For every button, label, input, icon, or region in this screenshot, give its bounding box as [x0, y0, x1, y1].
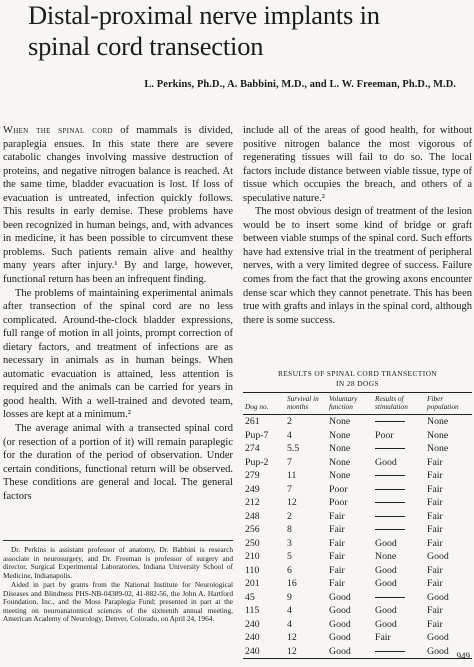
- cell-survival: 2: [287, 510, 292, 522]
- cell-survival: 7: [287, 483, 292, 495]
- right-column: [243, 124, 472, 327]
- cell-dog-no: 248: [245, 510, 260, 522]
- cell-voluntary-function: Poor: [329, 497, 348, 508]
- cell-stimulation: [373, 496, 425, 510]
- cell-dog-no: 115: [245, 605, 260, 616]
- cell-stimulation: [373, 591, 425, 605]
- page-number: 949: [456, 651, 470, 661]
- lead-in-text: When the spinal cord: [3, 125, 113, 136]
- cell-voluntary-function: None: [329, 470, 351, 481]
- cell-survival: 12: [285, 645, 327, 659]
- article-title: [28, 0, 468, 62]
- cell-dog-no: 240: [243, 645, 285, 659]
- cell-dog-no: 212: [245, 497, 260, 508]
- cell-dog-no: 210: [245, 551, 260, 562]
- cell-stimulation: Good: [375, 456, 397, 468]
- cell-survival: 4: [287, 618, 292, 630]
- cell-voluntary-function: Fair: [329, 537, 345, 549]
- table-row: [243, 442, 472, 456]
- cell-stimulation: None: [375, 551, 397, 562]
- table-row: [243, 523, 472, 537]
- table-row: [243, 550, 472, 564]
- cell-survival: 5.5: [287, 443, 300, 454]
- cell-stimulation: Good: [375, 618, 397, 630]
- left-column: [3, 124, 233, 503]
- cell-fiber-population: Fair: [427, 470, 443, 481]
- cell-fiber-population: Good: [425, 645, 472, 659]
- table-row: [243, 618, 472, 632]
- table-title-line-1: RESULTS OF SPINAL CORD TRANSECTION: [277, 369, 438, 378]
- cell-survival: 8: [287, 524, 292, 535]
- cell-stimulation: Good: [375, 564, 397, 576]
- cell-stimulation: Good: [375, 537, 397, 549]
- table-row: [243, 591, 472, 605]
- cell-dog-no: 274: [245, 443, 260, 454]
- cell-survival: 16: [287, 578, 297, 589]
- results-table: [243, 392, 472, 659]
- header-fiber-population: Fiber population: [425, 393, 472, 415]
- cell-voluntary-function: None: [329, 443, 351, 454]
- dash-rule: [375, 448, 405, 449]
- table-row: [243, 577, 472, 591]
- paragraph-average-animal: The average animal with a transected spinal cord (or resection of a portion of it) will remain paraplegic for the duration of the period of observation. Under certain conditions, functional return will be observed. These conditions are general and local. The general factors: [3, 423, 233, 502]
- header-dog-no: Dog no.: [243, 393, 285, 415]
- table-row: [243, 631, 472, 645]
- cell-stimulation: Fair: [375, 632, 391, 643]
- cell-fiber-population: Fair: [427, 524, 443, 535]
- cell-voluntary-function: Fair: [329, 524, 345, 535]
- cell-survival: 2: [287, 416, 292, 427]
- cell-fiber-population: None: [427, 416, 449, 427]
- cell-fiber-population: Fair: [427, 605, 443, 616]
- cell-stimulation: Good: [375, 578, 397, 589]
- cell-dog-no: 250: [245, 537, 260, 549]
- cell-stimulation: [373, 645, 425, 659]
- cell-fiber-population: Fair: [427, 456, 443, 468]
- dash-rule: [375, 516, 405, 517]
- cell-voluntary-function: None: [329, 456, 351, 468]
- cell-fiber-population: Good: [427, 632, 449, 643]
- paragraph-intro: [3, 124, 233, 287]
- cell-survival: 12: [287, 497, 297, 508]
- cell-voluntary-function: Good: [329, 605, 351, 616]
- table-row: [243, 496, 472, 510]
- cell-fiber-population: Good: [427, 591, 449, 603]
- cell-voluntary-function: Fair: [329, 564, 345, 576]
- cell-stimulation: Good: [375, 605, 397, 616]
- table-row: [243, 537, 472, 551]
- table-title-line-2: IN 28 DOGS: [335, 379, 379, 388]
- intro-body-text: of mammals is divided, paraplegia ensues. In this state there are severe catabolic changes involving massive destruction of proteins, and negative nitrogen balance is reached. At the same time, bladder evacuation is lost. If loss of evacuation is untreated, infection quickly follows. This results in early demise. These problems have been recognized in human beings, and, with advances in medicine, it has been possible to circumvent these problems. Such patients remain alive and healthy many years after injury.¹ By and large, however, functional return has been an infrequent finding.: [3, 125, 233, 286]
- paragraph-general-factors: include all of the areas of good health, for without positive nitrogen balance the most vigorous of regenerating tissues will fail to do so. The local factors include distance between viable tissue, type of tissue which occupies the breach, and others of a speculative nature.²: [243, 125, 472, 204]
- header-results-stimulation: Results of stimulation: [373, 393, 425, 415]
- cell-stimulation: [373, 442, 425, 456]
- table-header-row: [243, 393, 472, 415]
- cell-fiber-population: Fair: [427, 497, 443, 508]
- cell-survival: 9: [287, 591, 292, 603]
- paragraph-treatment-design: The most obvious design of treatment of the lesion would be to insert some kind of bridge or graft between viable stumps of the spinal cord. Such efforts have had extensive trial in the treatment of peripheral nerves, with a very limited degree of success. Failure comes from the fact that the growing axons encounter dense scar which they cannot penetrate. This has been true with grafts and inlays in the spinal cord, although there is some success.: [243, 206, 472, 326]
- dash-rule: [375, 597, 405, 598]
- table-row: [243, 510, 472, 524]
- table-row: [243, 645, 472, 659]
- cell-stimulation: [373, 523, 425, 537]
- cell-voluntary-function: Good: [329, 632, 351, 643]
- cell-voluntary-function: None: [329, 416, 351, 427]
- cell-survival: 3: [287, 537, 292, 549]
- table-body: [243, 415, 472, 659]
- cell-fiber-population: Fair: [427, 483, 443, 495]
- title-line-2: spinal cord transection: [28, 31, 264, 61]
- cell-dog-no: 249: [245, 483, 260, 495]
- cell-dog-no: Pup-2: [245, 456, 269, 468]
- footnote-affiliation: Dr. Perkins is assistant professor of anatomy, Dr. Babbini is research associate in neurosurgery, and Dr. Freeman is professor of surgery and director, Surgical Experimental Laboratories, Indiana University School of Medicine, Indianapolis.: [3, 545, 233, 580]
- cell-voluntary-function: Fair: [329, 578, 345, 589]
- table-row: [243, 564, 472, 578]
- dash-rule: [375, 502, 405, 503]
- cell-dog-no: 240: [245, 632, 260, 643]
- cell-survival: 4: [287, 429, 292, 441]
- cell-fiber-population: Fair: [427, 578, 443, 589]
- dash-rule: [375, 489, 405, 490]
- cell-survival: 7: [287, 456, 292, 468]
- cell-fiber-population: None: [427, 429, 449, 441]
- cell-survival: 5: [287, 551, 292, 562]
- cell-survival: 12: [287, 632, 297, 643]
- title-line-1: Distal-proximal nerve implants in: [28, 0, 380, 30]
- table-row: [243, 429, 472, 443]
- cell-survival: 6: [287, 564, 292, 576]
- cell-voluntary-function: Good: [329, 618, 351, 630]
- cell-fiber-population: Fair: [427, 564, 443, 576]
- table-title: [243, 369, 472, 389]
- cell-dog-no: 279: [245, 470, 260, 481]
- cell-stimulation: [373, 483, 425, 497]
- footnote-grants: Aided in part by grants from the National Institute for Neurological Diseases and Blindness PHS-NB-04389-02, 41-882-56, the John A. Hartford Foundation, Inc., and the Moss Paraplegia Fund; presented in part at the meeting on neuroanatomical sciences of the sixteenth annual meeting, American Academy of Neurology, Denver, Colorado, on April 24, 1964.: [3, 580, 233, 623]
- table-row: [243, 456, 472, 470]
- cell-fiber-population: Fair: [427, 510, 443, 522]
- cell-voluntary-function: Good: [329, 591, 351, 603]
- cell-survival: 4: [287, 605, 292, 616]
- cell-dog-no: 240: [245, 618, 260, 630]
- cell-dog-no: 110: [245, 564, 260, 576]
- footnotes: [3, 540, 233, 625]
- cell-stimulation: [373, 510, 425, 524]
- cell-voluntary-function: Poor: [329, 483, 348, 495]
- table-row: [243, 604, 472, 618]
- cell-stimulation: Poor: [375, 429, 394, 441]
- dash-rule: [375, 421, 405, 422]
- cell-voluntary-function: Fair: [329, 510, 345, 522]
- cell-stimulation: [373, 469, 425, 483]
- cell-voluntary-function: None: [329, 429, 351, 441]
- table-row: [243, 483, 472, 497]
- paragraph-experimental-animals: The problems of maintaining experimental animals after transection of the spinal cord are no less complicated. Around-the-clock bladder expressions, full range of motion in all joints, prompt correction of dietary factors, and treatment of infections are as necessary in animals as in human beings. When automatic evacuation is attained, less attention is required and the animals can be carried for years in good health. With a well-trained and devoted team, losses are kept at a minimum.²: [3, 287, 233, 421]
- cell-dog-no: 45: [245, 591, 255, 603]
- cell-fiber-population: Fair: [427, 537, 443, 549]
- table-row: [243, 415, 472, 429]
- cell-dog-no: Pup-7: [245, 429, 269, 441]
- cell-fiber-population: Fair: [427, 618, 443, 630]
- dash-rule: [375, 529, 405, 530]
- cell-voluntary-function: Good: [327, 645, 373, 659]
- cell-dog-no: 256: [245, 524, 260, 535]
- table-row: [243, 469, 472, 483]
- header-voluntary-function: Voluntary function: [327, 393, 373, 415]
- dash-rule: [375, 475, 405, 476]
- cell-dog-no: 261: [245, 416, 260, 427]
- cell-fiber-population: Good: [427, 551, 449, 562]
- cell-stimulation: [373, 415, 425, 429]
- cell-fiber-population: None: [427, 443, 449, 454]
- cell-dog-no: 201: [245, 578, 260, 589]
- header-survival: Survival in months: [285, 393, 327, 415]
- cell-voluntary-function: Fair: [329, 551, 345, 562]
- cell-survival: 11: [287, 470, 297, 481]
- author-byline: L. Perkins, Ph.D., A. Babbini, M.D., and L. W. Freeman, Ph.D., M.D.: [144, 79, 456, 90]
- dash-rule: [375, 651, 405, 652]
